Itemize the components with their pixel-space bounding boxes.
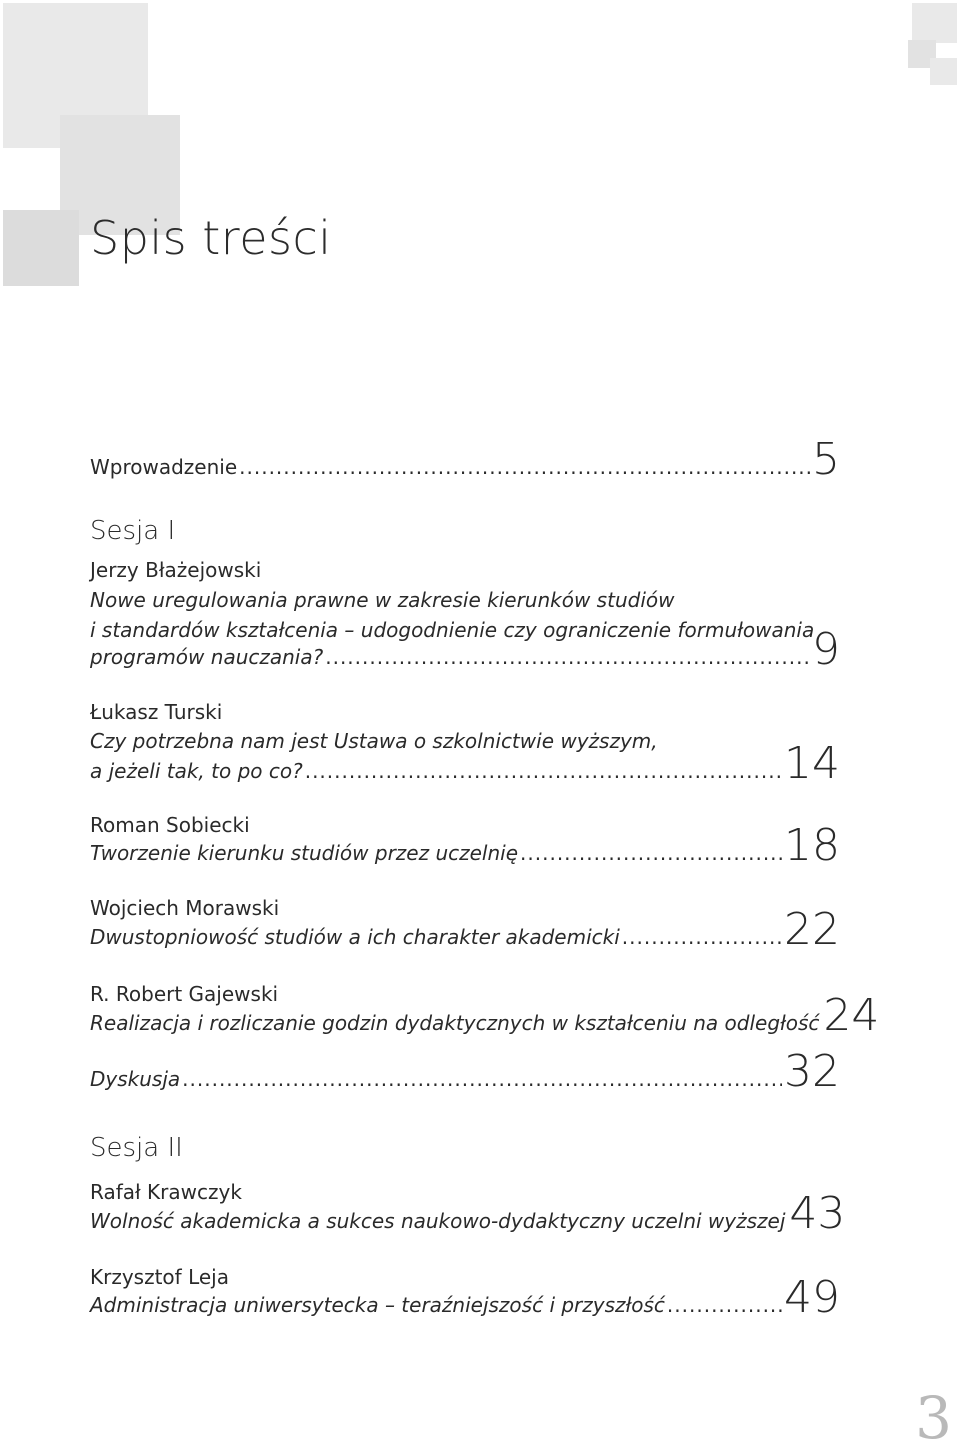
leader-dots xyxy=(182,1067,782,1091)
leader-dots xyxy=(239,455,810,479)
leader-dots xyxy=(325,645,810,669)
toc-entry-title: Wprowadzenie xyxy=(90,455,238,479)
page-title: Spis treści xyxy=(90,210,332,265)
page-folio-number: 3 xyxy=(915,1384,952,1452)
toc-entry-title: Wolność akademicka a sukces naukowo-dydaktyczny uczelni wyższej xyxy=(90,1209,786,1233)
toc-author: Łukasz Turski xyxy=(90,700,223,724)
toc-title-line: Czy potrzebna nam jest Ustawa o szkolnictwie wyższym, xyxy=(90,729,658,753)
session-heading: Sesja II xyxy=(90,1133,183,1163)
toc-entry-title: programów nauczania? xyxy=(90,645,324,669)
toc-entry-discussion[interactable] xyxy=(90,1046,840,1097)
toc-title-line: Nowe uregulowania prawne w zakresie kierunków studiów xyxy=(90,588,675,612)
decor-square xyxy=(912,3,957,43)
toc-author: Wojciech Morawski xyxy=(90,896,280,920)
leader-dots xyxy=(667,1293,782,1317)
page-number: 5 xyxy=(812,434,840,485)
toc-entry-title: Dyskusja xyxy=(90,1067,181,1091)
toc-entry[interactable] xyxy=(90,820,840,871)
decor-square xyxy=(3,210,79,286)
toc-title-line: i standardów kształcenia – udogodnienie czy ograniczenie formułowania xyxy=(90,618,815,642)
page-number: 49 xyxy=(784,1272,840,1323)
toc-entry-intro[interactable] xyxy=(90,434,840,485)
page-number: 14 xyxy=(784,738,840,789)
decor-square xyxy=(930,58,957,85)
page-number: 43 xyxy=(789,1188,846,1239)
toc-entry-title: Administracja uniwersytecka – teraźniejszość i przyszłość xyxy=(90,1293,665,1317)
toc-entry[interactable] xyxy=(90,904,840,955)
toc-entry-title: Realizacja i rozliczanie godzin dydaktycznych w kształceniu na odległość xyxy=(90,1011,820,1035)
toc-entry[interactable] xyxy=(90,624,840,675)
toc-entry[interactable] xyxy=(90,1188,846,1239)
toc-entry-title: Tworzenie kierunku studiów przez uczelnię xyxy=(90,841,519,865)
toc-author: Jerzy Błażejowski xyxy=(90,558,262,582)
toc-entry-title: Dwustopniowość studiów a ich charakter akademicki xyxy=(90,925,620,949)
leader-dots xyxy=(305,759,782,783)
page-number: 9 xyxy=(812,624,840,675)
session-heading: Sesja I xyxy=(90,516,176,546)
toc-entry[interactable] xyxy=(90,990,880,1041)
page-number: 18 xyxy=(784,820,840,871)
toc-entry[interactable] xyxy=(90,1272,840,1323)
toc-author: Roman Sobiecki xyxy=(90,813,250,837)
page-number: 22 xyxy=(784,904,840,955)
page-number: 24 xyxy=(823,990,880,1041)
toc-entry-title: a jeżeli tak, to po co? xyxy=(90,759,303,783)
toc-author: R. Robert Gajewski xyxy=(90,982,279,1006)
page-number: 32 xyxy=(784,1046,840,1097)
leader-dots xyxy=(520,841,782,865)
toc-author: Rafał Krawczyk xyxy=(90,1180,242,1204)
leader-dots xyxy=(622,925,782,949)
toc-author: Krzysztof Leja xyxy=(90,1265,229,1289)
